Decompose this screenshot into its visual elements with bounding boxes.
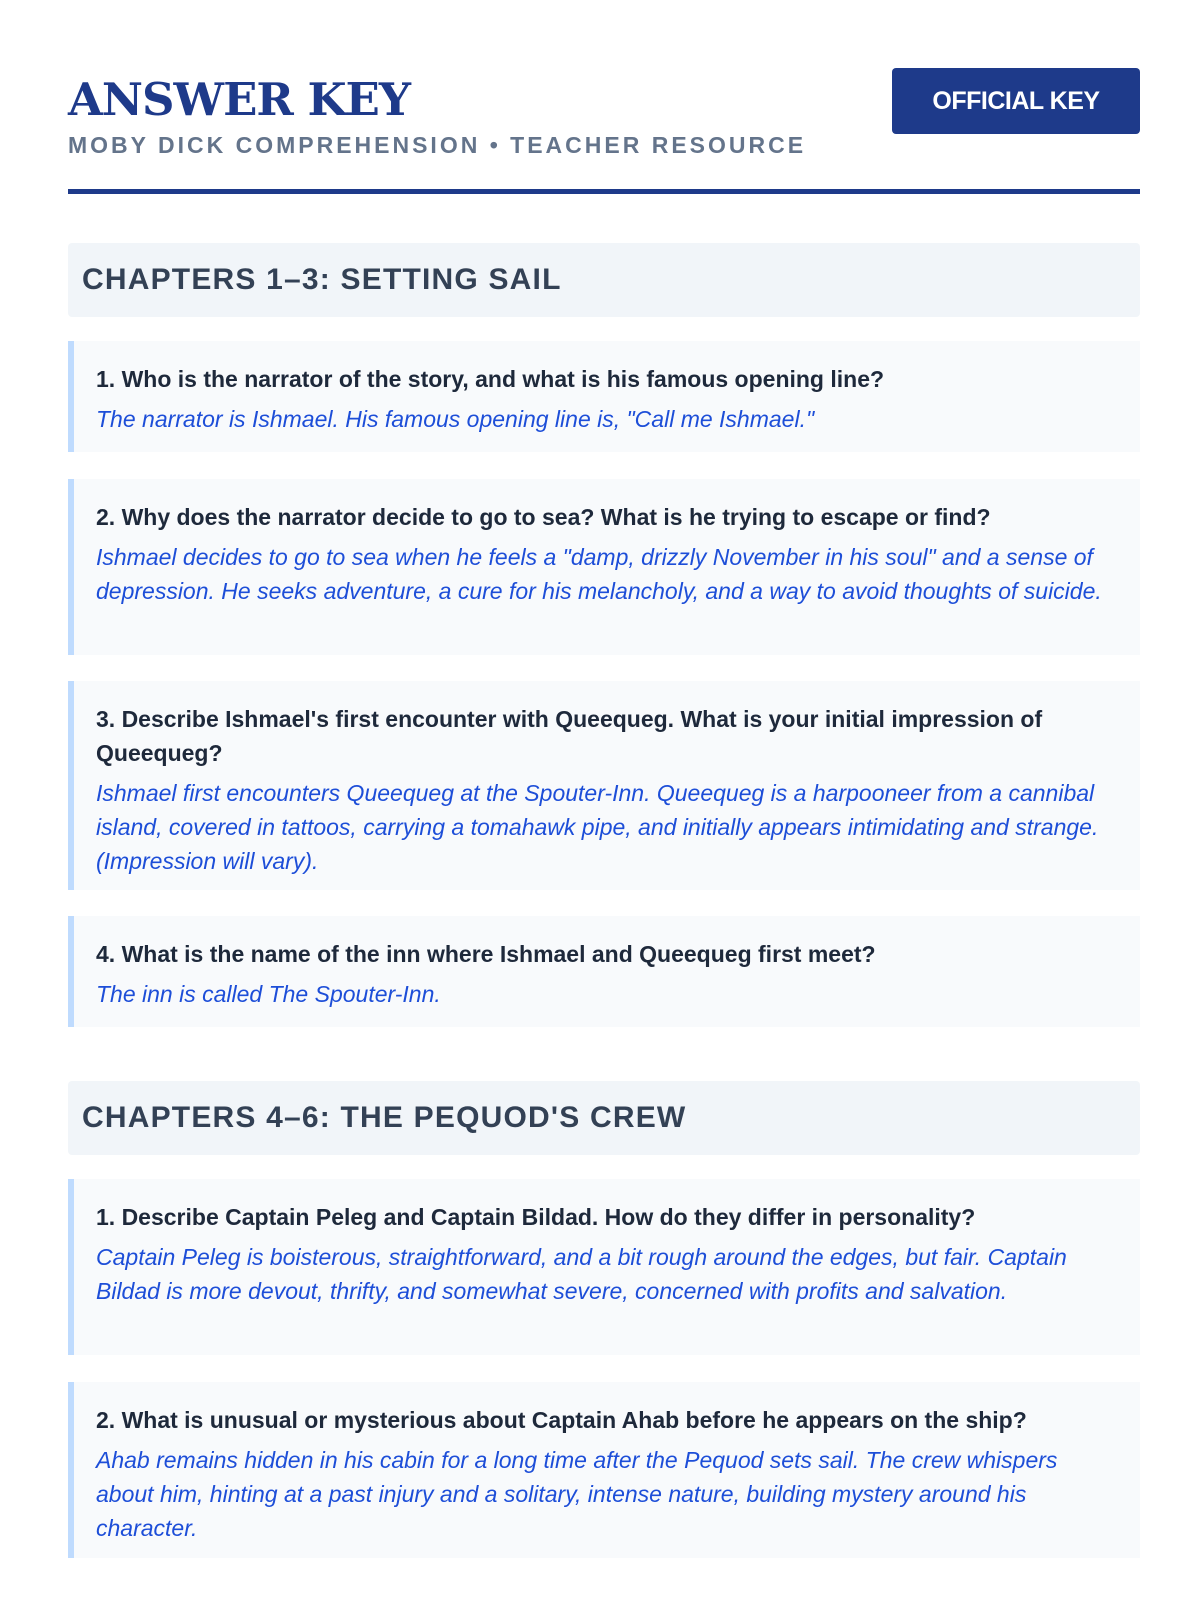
question-text: 2. What is unusual or mysterious about Captain Ahab before he appears on the ship? [96,1407,1027,1433]
answer-text: Ishmael decides to go to sea when he feels a "damp, drizzly November in his soul" and a sense of depression. He seeks adventure, a cure for his melancholy, and a way to avoid thoughts of suicide. [96,544,1102,604]
section-chapters-4-6 [68,1081,1140,1155]
question-text: 3. Describe Ishmael's first encounter with Queequeg. What is your initial impression of Queequeg? [96,706,1043,766]
answer-text: The inn is called The Spouter-Inn. [96,981,441,1007]
question-text: 1. Describe Captain Peleg and Captain Bildad. How do they differ in personality? [96,1204,976,1230]
qa-item [68,916,1140,1027]
qa-item [68,1179,1140,1355]
qa-item [68,681,1140,890]
answer-text: Captain Peleg is boisterous, straightforward, and a bit rough around the edges, but fair. Captain Bildad is more devout, thrifty, and somewhat severe, concerned with profits and salvation. [96,1244,1067,1304]
section-heading: CHAPTERS 4–6: THE PEQUOD'S CREW [68,1081,1140,1155]
page-title: ANSWER KEY [68,73,410,126]
qa-item [68,341,1140,452]
page-subtitle: MOBY DICK COMPREHENSION • TEACHER RESOURCE [68,132,807,158]
answer-key-page [68,0,1140,1541]
answer-text: Ishmael first encounters Queequeg at the Spouter-Inn. Queequeg is a harpooneer from a cannibal island, covered in tattoos, carrying a tomahawk pipe, and initially appears intimidating and strange. (Impression will vary). [96,780,1099,874]
section-chapters-1-3 [68,243,1140,317]
answer-text: The narrator is Ishmael. His famous opening line is, "Call me Ishmael." [96,406,815,432]
page-header [68,0,1140,194]
question-text: 4. What is the name of the inn where Ishmael and Queequeg first meet? [96,941,876,967]
qa-item [68,479,1140,655]
official-key-badge: OFFICIAL KEY [892,68,1140,134]
section-heading: CHAPTERS 1–3: SETTING SAIL [68,243,1140,317]
question-text: 2. Why does the narrator decide to go to sea? What is he trying to escape or find? [96,504,991,530]
answer-text: Ahab remains hidden in his cabin for a long time after the Pequod sets sail. The crew whispers about him, hinting at a past injury and a solitary, intense nature, building mystery around his character. [96,1447,1058,1541]
qa-item [68,1382,1140,1558]
question-text: 1. Who is the narrator of the story, and what is his famous opening line? [96,366,885,392]
